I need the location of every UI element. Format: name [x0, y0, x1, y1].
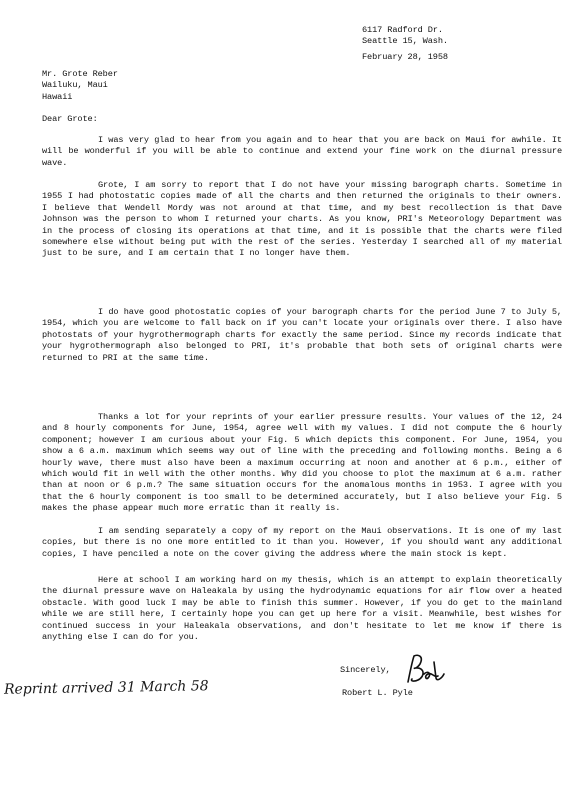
- handwritten-signature: [404, 652, 446, 686]
- paragraph-text: Here at school I am working hard on my thesis, which is an attempt to explain theoretically the diurnal pressure wave on Haleakala by using the hydrodynamic equations for air flow over a heated obstacle. With good luck I may be able to finish this summer. However, if you do get to the mainland while we are still here, I certainly hope you can get up here for a visit. Meanwhile, best wishes for continued success in your Haleakala observations, and don't hesitate to let me know if there is anything else I can do for you.: [42, 575, 562, 643]
- paragraph-text: Thanks a lot for your reprints of your earlier pressure results. Your values of the 12, 24 and 8 hourly components for June, 1954, agree well with my values. I did not compute the 6 hourly component; however I am curious about your Fig. 5 which depicts this component. For June, 1954, you show a 6 a.m. maximum which seems way out of line with the preceding and following months. Being a 6 hourly wave, there must also have been a maximum occurring at noon and another at 6 p.m., either of which would fit in well with the other months. Why did you choose to plot the maximum at 6 a.m. rather than at noon or 6 p.m.? The same situation occurs for the anomalous months in 1953. I agree with you that the 6 hourly component is too small to be determined accurately, but I also believe your Fig. 5 makes the phase appear much more erratic than it really is.: [42, 412, 562, 514]
- closing: Sincerely,: [340, 665, 391, 675]
- paragraph-text: I am sending separately a copy of my report on the Maui observations. It is one of my last copies, but there is no one more entitled to it than you. However, if you should want any additional copies, I have penciled a note on the cover giving the address where the main stock is kept.: [42, 526, 562, 559]
- paragraph-text: I was very glad to hear from you again and to hear that you are back on Maui for awhile. It will be wonderful if you will be able to continue and extend your fine work on the diurnal pressure wave.: [42, 135, 562, 168]
- recipient-address: [42, 69, 118, 103]
- letter-date: February 28, 1958: [362, 51, 448, 62]
- sender-address: [362, 25, 448, 63]
- letter-paragraph: [42, 526, 562, 560]
- sender-city: Seattle 15, Wash.: [362, 36, 448, 47]
- recipient-name: Mr. Grote Reber: [42, 69, 118, 79]
- sender-street: 6117 Radford Dr.: [362, 25, 443, 35]
- paragraph-text: Grote, I am sorry to report that I do not have your missing barograph charts. Sometime in 1955 I had photostatic copies made of all the charts and then returned the originals to their owners. I believe that Wendell Mordy was not around at that time, and my best recollection is that Dave Johnson was the person to whom I returned your charts. As you know, PRI's Meteorology Department was in the process of closing its operations at that time, and it is possible that the charts were filed somewhere else without being put with the rest of the series. Yesterday I searched all of my material just to be sure, and I am certain that I no longer have them.: [42, 180, 562, 259]
- letter-paragraph: [42, 307, 562, 364]
- recipient-line2: Hawaii: [42, 91, 73, 102]
- letter-paragraph: [42, 412, 562, 515]
- letter-paragraph: [42, 575, 562, 643]
- salutation: Dear Grote:: [42, 114, 98, 124]
- letter-paragraph: [42, 135, 562, 169]
- letter-paragraph: [42, 180, 562, 260]
- paragraph-text: I do have good photostatic copies of your barograph charts for the period June 7 to July 5, 1954, which you are welcome to fall back on if you can't locate your originals over there. I also have photostats of your hygrothermograph charts for exactly the same period. Since my records indicate that your hygrothermograph also belonged to PRI, it's probable that both sets of original charts were returned to PRI at the same time.: [42, 307, 562, 363]
- handwritten-note: Reprint arrived 31 March 58: [3, 678, 209, 698]
- signer-name: Robert L. Pyle: [342, 688, 413, 698]
- recipient-line1: Wailuku, Maui: [42, 80, 108, 91]
